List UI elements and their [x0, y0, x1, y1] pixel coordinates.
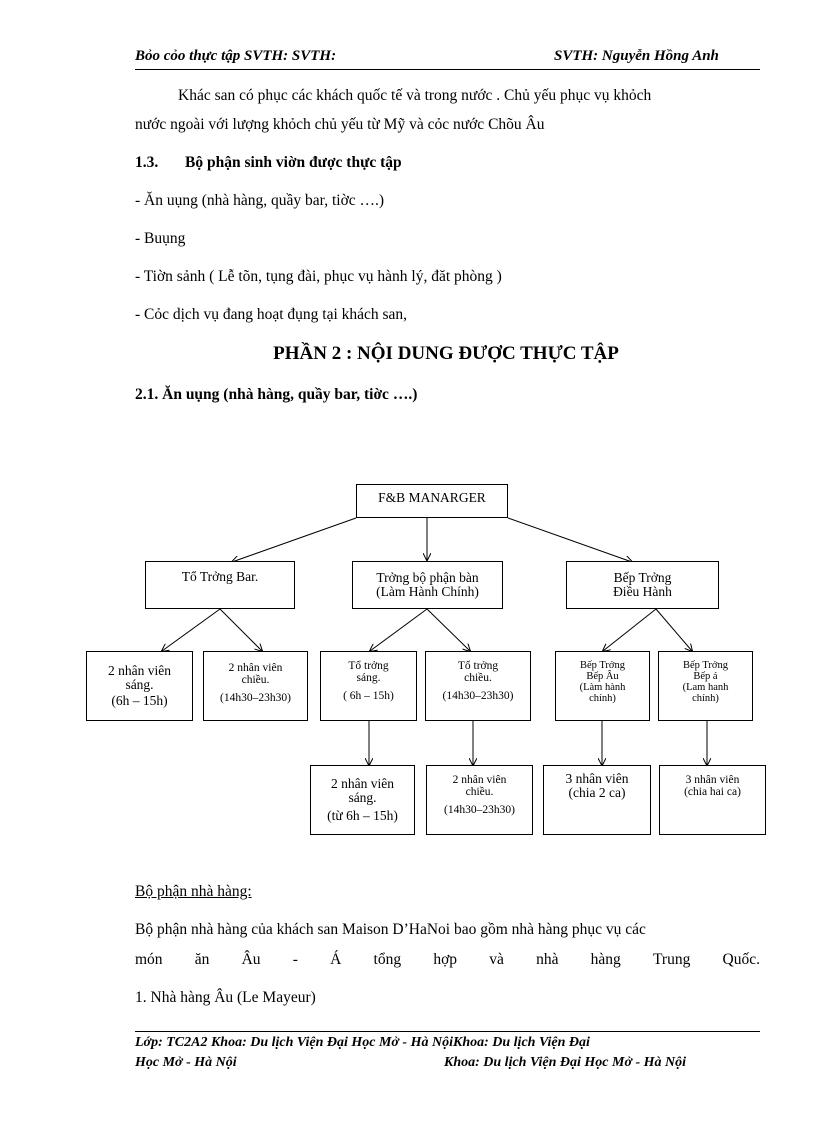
- org-box-line: (Lam hanh: [682, 682, 729, 693]
- org-bar-morning-box: [86, 651, 193, 721]
- org-box-line: (chia 2 ca): [568, 785, 626, 800]
- arrow-kitchen-to-asia: [656, 609, 692, 651]
- arrow-bar-to-afternoon: [220, 609, 262, 651]
- org-kitchen-asia-box: [658, 651, 753, 721]
- org-box-line: 2 nhân viên: [108, 663, 171, 678]
- restaurant-word: Âu: [241, 951, 261, 968]
- org-box-line: Bếp Trởng: [580, 660, 625, 671]
- org-box-line: chiều.: [465, 786, 494, 798]
- restaurant-word: -: [292, 951, 298, 968]
- org-box-line: (Làm hành: [579, 682, 626, 693]
- footer-line-2-left: Học Mở - Hà Nội: [135, 1055, 237, 1070]
- org-root-label: F&B MANARGER: [378, 490, 486, 505]
- org-box-line: (6h – 15h): [111, 693, 168, 708]
- restaurant-word: và: [489, 951, 504, 968]
- footer-line-2-right: Khoa: Du lịch Viện Đại Học Mở - Hà Nội: [444, 1055, 687, 1070]
- restaurant-line-1: Bộ phận nhà hàng của khách san Maison D’HaNoi bao gồm nhà hàng phục vụ các: [135, 921, 646, 938]
- org-service-afternoon-lead-box: [425, 651, 531, 721]
- arrow-service-to-afternoon-lead: [427, 609, 470, 651]
- arrow-root-to-kitchen: [508, 518, 632, 562]
- section-1-3-item: - Buụng: [135, 230, 186, 247]
- org-box-line: sáng.: [356, 672, 381, 684]
- org-box-line: (chia hai ca): [684, 786, 741, 798]
- org-box-line: (từ 6h – 15h): [327, 808, 398, 823]
- org-service-head-line: (Làm Hành Chính): [376, 584, 479, 599]
- restaurant-word: hàng: [590, 951, 621, 968]
- intro-line-2: nước ngoài với lượng khỏch chủ yếu từ Mỹ và cỏc nước Chõu Âu: [135, 116, 545, 133]
- footer-line-1: Lớp: TC2A2 Khoa: Du lịch Viện Đại Học Mở - Hà NộiKhoa: Du lịch Viện Đại: [135, 1035, 590, 1050]
- org-box-line: 2 nhân viên: [228, 662, 283, 674]
- org-box-line: sáng.: [125, 677, 154, 692]
- org-box-line: sáng.: [348, 790, 377, 805]
- restaurant-word: tổng: [373, 951, 402, 968]
- org-kitchen-head-line: Bếp Trởng: [613, 570, 672, 585]
- intro-line-1: Khác san có phục các khách quốc tế và trong nước . Chủ yếu phục vụ khỏch: [178, 87, 652, 104]
- org-box-line: 2 nhân viên: [452, 774, 507, 786]
- arrow-root-to-bar: [232, 518, 356, 562]
- footer-rule: [135, 1031, 760, 1032]
- restaurant-line-2: [135, 950, 760, 970]
- org-eu-staff-box: [543, 765, 651, 835]
- restaurant-word: Á: [330, 951, 342, 968]
- org-box-line: Bếp Trởng: [683, 660, 728, 671]
- org-service-head-line: Trởng bộ phận bàn: [376, 570, 479, 585]
- restaurant-word: Trung: [653, 951, 691, 968]
- org-bar-head-box: [145, 561, 295, 609]
- org-service-morning-lead-box: [320, 651, 417, 721]
- org-box-line: chính): [589, 693, 616, 704]
- section-2-1-title: 2.1. Ăn uụng (nhà hàng, quầy bar, tiờc ….): [135, 386, 418, 403]
- org-root-box: [356, 484, 508, 518]
- org-box-line: (14h30–23h30): [442, 690, 514, 702]
- org-box-line: 2 nhân viên: [331, 776, 394, 791]
- org-box-line: Bếp Âu: [586, 671, 619, 682]
- org-box-line: Tổ trởng: [457, 660, 499, 672]
- section-1-3-item: - Cỏc dịch vụ đang hoạt đụng tại khách san,: [135, 306, 408, 323]
- header-right: SVTH: Nguyễn Hồng Anh: [554, 48, 719, 64]
- org-kitchen-eu-box: [555, 651, 650, 721]
- org-bar-afternoon-box: [203, 651, 308, 721]
- restaurant-word: món: [135, 951, 163, 968]
- restaurant-word: ăn: [194, 951, 210, 968]
- org-kitchen-head-box: [566, 561, 719, 609]
- org-service-morning-staff-box: [310, 765, 415, 835]
- arrow-kitchen-to-eu: [603, 609, 656, 651]
- org-box-line: chính): [692, 693, 719, 704]
- org-box-line: Bếp á: [693, 671, 718, 682]
- restaurant-item-1: 1. Nhà hàng Âu (Le Mayeur): [135, 989, 316, 1006]
- org-bar-head-label: Tổ Trởng Bar.: [181, 569, 259, 584]
- section-1-3-item: - Tiờn sảnh ( Lễ tõn, tụng đài, phục vụ hành lý, đăt phòng ): [135, 268, 502, 285]
- section-1-3-title: Bộ phận sinh viờn được thực tập: [185, 154, 402, 171]
- restaurant-word: hợp: [433, 951, 458, 968]
- org-kitchen-head-line: Điều Hành: [613, 584, 672, 599]
- part-2-title: PHẦN 2 : NỘI DUNG ĐƯỢC THỰC TẬP: [273, 343, 619, 364]
- org-box-line: (14h30–23h30): [220, 692, 291, 704]
- org-box-line: chiều.: [241, 674, 270, 686]
- restaurant-heading: Bộ phận nhà hàng:: [135, 883, 252, 900]
- restaurant-word: nhà: [536, 951, 559, 968]
- arrow-bar-to-morning: [162, 609, 220, 651]
- org-service-head-box: [352, 561, 503, 609]
- arrow-service-to-morning-lead: [370, 609, 427, 651]
- section-1-3-number: 1.3.: [135, 154, 159, 171]
- org-box-line: Tổ trởng: [348, 660, 389, 672]
- org-box-line: (14h30–23h30): [444, 804, 515, 816]
- section-1-3-item: - Ăn uụng (nhà hàng, quầy bar, tiờc ….): [135, 192, 385, 209]
- org-box-line: 3 nhân viên: [565, 771, 629, 786]
- org-service-afternoon-staff-box: [426, 765, 533, 835]
- org-box-line: ( 6h – 15h): [343, 690, 394, 702]
- org-box-line: chiều.: [464, 672, 492, 684]
- org-box-line: 3 nhân viên: [685, 774, 740, 786]
- org-asia-staff-box: [659, 765, 766, 835]
- restaurant-word: Quốc.: [722, 951, 760, 968]
- header-left: Bỏo cỏo thực tập SVTH: SVTH:: [135, 48, 337, 64]
